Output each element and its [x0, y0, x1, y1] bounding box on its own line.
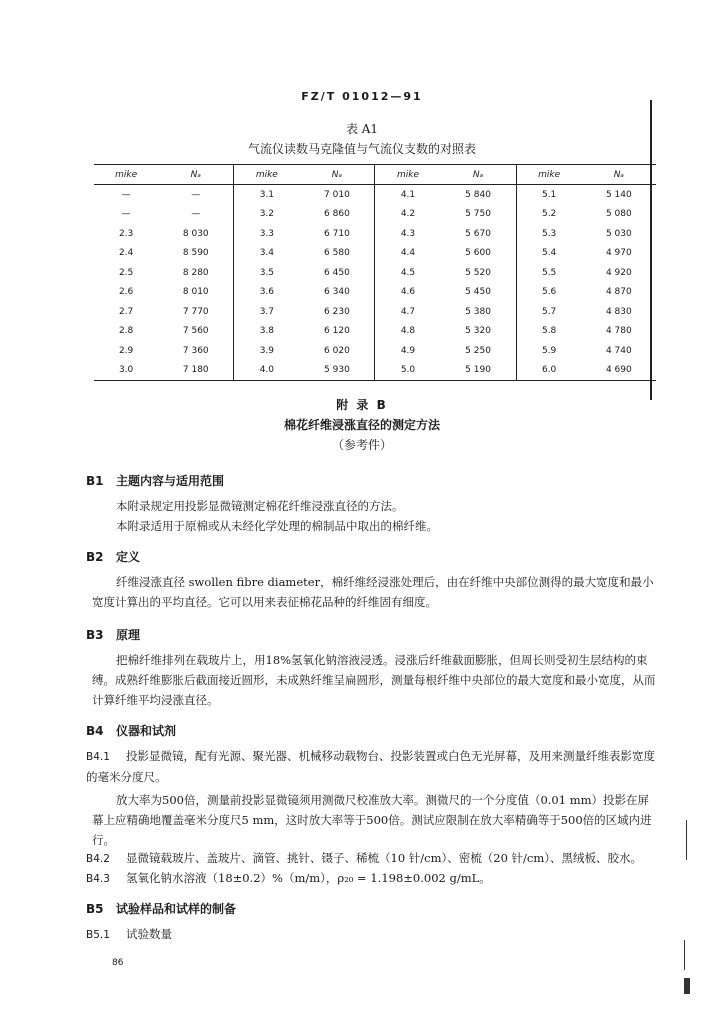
section-title: 试验样品和试样的制备	[116, 902, 237, 916]
table-row	[94, 263, 656, 283]
table-row	[94, 322, 656, 342]
cell-n: 4 920	[605, 267, 632, 278]
table-caption: 表 A1	[345, 122, 379, 136]
cell-n: 4 780	[605, 326, 632, 337]
cell-n: 7 560	[182, 326, 209, 337]
cell-n: 5 380	[465, 306, 491, 317]
cell-n: 5 520	[465, 267, 491, 278]
cell-n: 5 030	[605, 228, 632, 239]
cell-n: 5 840	[465, 189, 491, 200]
section-title: 仪器和试剂	[116, 724, 177, 738]
col-header-n: Nₐ	[299, 165, 375, 185]
list-item-b4-1	[86, 746, 658, 787]
item-text: 氢氧化钠水溶液（18±0.2）%（m/m），ρ₂₀ = 1.198±0.002 g/mL。	[126, 871, 491, 885]
item-text: 显微镜载玻片、盖玻片、滴管、挑针、镊子、稀梳（10 针/cm）、密梳（20 针/cm）、黑绒板、胶水。	[126, 851, 643, 865]
table-row	[94, 185, 656, 205]
standard-number-header: FZ/T 01012—91	[301, 90, 423, 103]
conversion-table	[94, 164, 656, 381]
col-header-mike: mike	[234, 165, 300, 185]
cell-n: 7 360	[182, 345, 209, 356]
col-header-n: Nₐ	[441, 165, 517, 185]
list-item-b4-2	[86, 848, 658, 869]
cell-n: 7 180	[158, 361, 234, 381]
appendix-label: 附 录 B	[336, 398, 388, 412]
cell-mike: —	[121, 209, 131, 220]
cell-mike: 5.0	[375, 361, 441, 381]
cell-n: 6 120	[324, 326, 350, 337]
cell-mike: —	[121, 189, 131, 200]
list-item-b4-3	[86, 868, 658, 889]
col-header-mike: mike	[94, 165, 158, 185]
cell-mike: 3.0	[94, 361, 158, 381]
cell-mike: 3.6	[234, 283, 300, 303]
table-title: 气流仪读数马克隆值与气流仪支数的对照表	[247, 142, 476, 156]
cell-mike: 5.2	[516, 205, 582, 225]
table-row	[94, 341, 656, 361]
col-header-mike: mike	[516, 165, 582, 185]
section-number: B2	[86, 550, 104, 564]
section-heading-b1	[86, 472, 224, 489]
item-number: B4.2	[86, 853, 110, 865]
section-number: B3	[86, 628, 104, 642]
cell-mike: 3.4	[234, 244, 300, 264]
cell-mike: 5.7	[516, 302, 582, 322]
cell-mike: 5.3	[516, 224, 582, 244]
section-title: 原理	[116, 628, 141, 642]
cell-mike: 5.1	[516, 185, 582, 205]
cell-mike: 2.6	[118, 287, 134, 298]
cell-n: 7 010	[324, 189, 350, 200]
cell-mike: 6.0	[516, 361, 582, 381]
cell-mike: 5.4	[516, 244, 582, 264]
col-header-mike: mike	[375, 165, 441, 185]
cell-n: 6 340	[324, 287, 350, 298]
cell-mike: 3.9	[234, 341, 300, 361]
cell-n: 4 740	[605, 345, 632, 356]
section-title: 主题内容与适用范围	[116, 474, 225, 488]
cell-mike: 3.7	[234, 302, 300, 322]
cell-n: 5 080	[605, 209, 632, 220]
section-heading-b5	[86, 900, 236, 917]
section-number: B1	[86, 474, 104, 488]
table-row	[94, 302, 656, 322]
section-heading-b3	[86, 626, 140, 643]
cell-mike: 4.9	[375, 341, 441, 361]
cell-n: 5 450	[465, 287, 491, 298]
cell-mike: 4.0	[234, 361, 300, 381]
cell-mike: 2.9	[118, 345, 134, 356]
cell-n: 6 450	[324, 267, 350, 278]
cell-n: 5 190	[441, 361, 517, 381]
cell-n: 6 020	[324, 345, 350, 356]
table-row	[94, 224, 656, 244]
table-header-row	[94, 165, 656, 185]
cell-n: 5 140	[605, 189, 632, 200]
cell-n: 6 710	[324, 228, 350, 239]
cell-n: 8 010	[182, 287, 209, 298]
table-row	[94, 205, 656, 225]
cell-mike: 2.8	[118, 326, 134, 337]
section-heading-b4	[86, 722, 176, 739]
cell-mike: 4.3	[375, 224, 441, 244]
cell-n: —	[191, 209, 201, 220]
paragraph: 本附录规定用投影显微镜测定棉花纤维浸涨直径的方法。	[116, 499, 404, 513]
paragraph: 把棉纤维排列在载玻片上，用18%氢氧化钠溶液浸透。浸涨后纤维截面膨胀，但周长则受初生层结构的束缚。成熟纤维膨胀后截面接近圆形，未成熟纤维呈扁圆形，测量每根纤维中央部位的最大宽度和最小宽度，从而计算纤维平均浸涨直径。	[92, 653, 656, 707]
cell-n: 5 670	[465, 228, 491, 239]
cell-mike: 5.6	[516, 283, 582, 303]
section-number: B5	[86, 902, 104, 916]
cell-mike: 2.7	[118, 306, 134, 317]
section-number: B4	[86, 724, 104, 738]
cell-mike: 4.5	[375, 263, 441, 283]
cell-n: 6 860	[324, 209, 350, 220]
paragraph: 放大率为500倍，测量前投影显微镜须用测微尺校准放大率。测微尺的一个分度值（0.01 mm）投影在屏幕上应精确地覆盖毫米分度尺5 mm，这时放大率等于500倍。测试应限制在放大率精确等于500倍的区域内进行。	[92, 793, 652, 847]
cell-mike: 3.5	[234, 263, 300, 283]
scan-margin-mark	[684, 940, 685, 970]
appendix-subtitle: （参考件）	[331, 438, 392, 452]
table-row	[94, 244, 656, 264]
item-number: B4.3	[86, 873, 110, 885]
cell-n: 6 230	[324, 306, 350, 317]
scan-margin-mark	[684, 978, 690, 994]
cell-n: 8 590	[182, 248, 209, 259]
section-title: 定义	[116, 550, 141, 564]
cell-n: 7 770	[182, 306, 209, 317]
cell-mike: 3.2	[234, 205, 300, 225]
list-item-b5-1	[86, 924, 658, 945]
cell-mike: 5.5	[516, 263, 582, 283]
cell-n: 5 600	[465, 248, 491, 259]
cell-n: 8 030	[182, 228, 209, 239]
cell-mike: 4.2	[375, 205, 441, 225]
cell-mike: 2.5	[118, 267, 134, 278]
appendix-title: 棉花纤维浸涨直径的测定方法	[283, 418, 440, 432]
page-number: 86	[112, 958, 124, 968]
cell-mike: 2.4	[118, 248, 134, 259]
section-heading-b2	[86, 548, 140, 565]
col-header-n: Nₐ	[582, 165, 656, 185]
paragraph: 本附录适用于原棉或从未经化学处理的棉制品中取出的棉纤维。	[116, 519, 438, 533]
cell-n: 8 280	[182, 267, 209, 278]
table-row	[94, 361, 656, 381]
cell-mike: 4.4	[375, 244, 441, 264]
scan-margin-mark	[686, 820, 687, 860]
cell-n: 5 930	[299, 361, 375, 381]
cell-n: 6 580	[324, 248, 350, 259]
col-header-n: Nₐ	[158, 165, 234, 185]
cell-n: 4 870	[605, 287, 632, 298]
cell-n: 5 320	[465, 326, 491, 337]
cell-n: 4 690	[582, 361, 656, 381]
table-row	[94, 283, 656, 303]
cell-mike: 5.8	[516, 322, 582, 342]
cell-n: 5 250	[465, 345, 491, 356]
cell-mike: 4.7	[375, 302, 441, 322]
item-text: 投影显微镜，配有光源、聚光器、机械移动载物台、投影装置或白色无光屏幕，及用来测量纤维表影宽度的毫米分度尺。	[86, 749, 655, 784]
cell-mike: 4.6	[375, 283, 441, 303]
item-number: B5.1	[86, 929, 110, 941]
item-number: B4.1	[86, 751, 110, 763]
cell-mike: 4.8	[375, 322, 441, 342]
cell-mike: 3.8	[234, 322, 300, 342]
cell-mike: 3.3	[234, 224, 300, 244]
cell-mike: 3.1	[234, 185, 300, 205]
cell-n: —	[191, 189, 201, 200]
cell-mike: 4.1	[375, 185, 441, 205]
cell-n: 4 830	[605, 306, 632, 317]
cell-mike: 5.9	[516, 341, 582, 361]
cell-mike: 2.3	[118, 228, 134, 239]
paragraph: 纤维浸涨直径 swollen fibre diameter，棉纤维经浸涨处理后，由在纤维中央部位测得的最大宽度和最小宽度计算出的平均直径。它可以用来表征棉花品种的纤维固有细度。	[92, 575, 654, 609]
cell-n: 5 750	[465, 209, 491, 220]
cell-n: 4 970	[605, 248, 632, 259]
item-text: 试验数量	[126, 927, 172, 941]
